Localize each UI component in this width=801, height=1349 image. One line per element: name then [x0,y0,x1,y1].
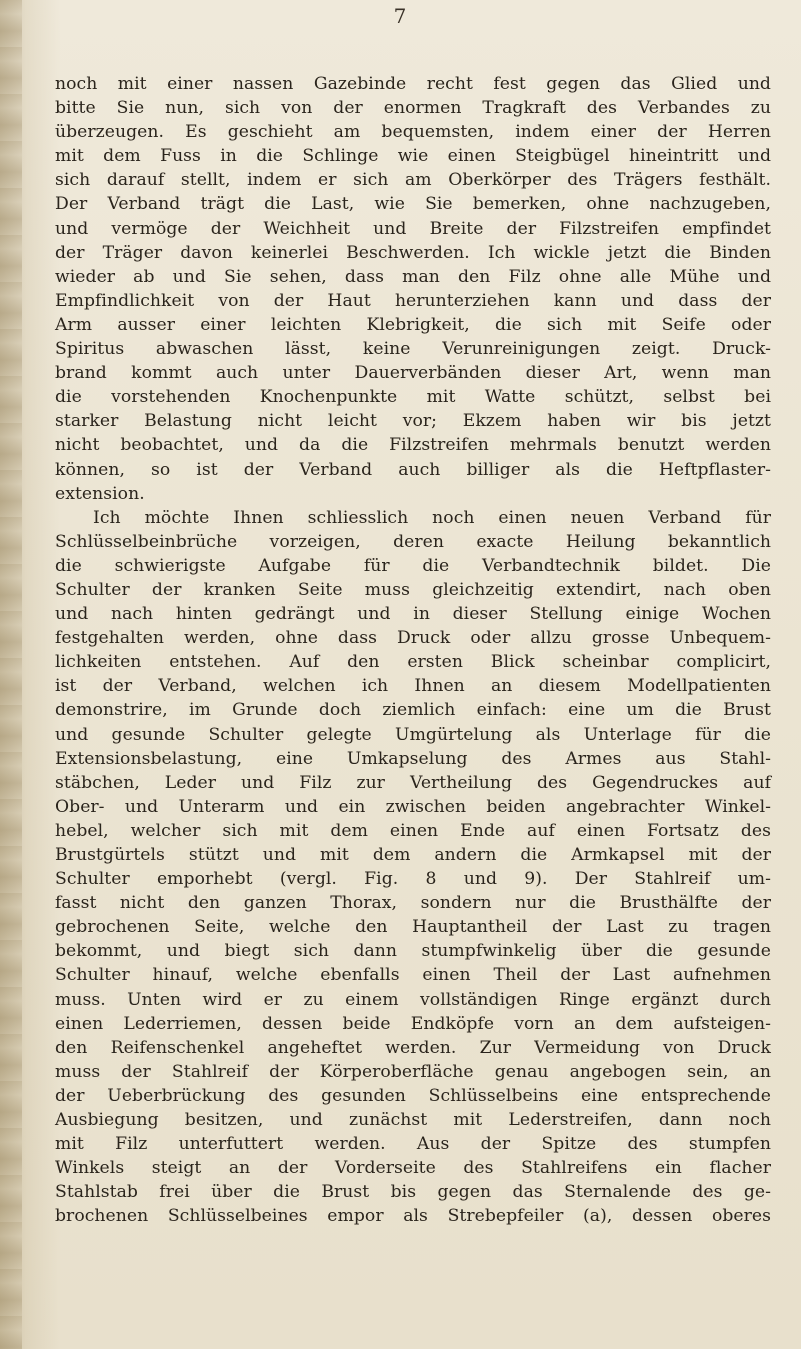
text-line: Extensionsbelastung, eine Umkapselung des Armes aus Stahl- [55,748,771,769]
text-line: der Träger davon keinerlei Beschwerden. Ich wickle jetzt die Binden [55,242,771,263]
text-line: Ich möchte Ihnen schliesslich noch einen neuen Verband für [93,507,771,528]
text-line: brand kommt auch unter Dauerverbänden dieser Art, wenn man [55,363,771,384]
text-line: lichkeiten entstehen. Auf den ersten Blick scheinbar complicirt, [55,652,771,673]
text-line: können, so ist der Verband auch billiger als die Heftpflaster- [55,459,771,480]
text-line: Schulter hinauf, welche ebenfalls einen Theil der Last aufnehmen [55,965,771,986]
text-line: gebrochenen Seite, welche den Hauptantheil der Last zu tragen [55,917,771,938]
text-line: der Ueberbrückung des gesunden Schlüsselbeins eine entsprechende [55,1085,771,1106]
text-line: demonstrire, im Grunde doch ziemlich einfach: eine um die Brust [55,700,771,721]
text-line: und vermöge der Weichheit und Breite der Filzstreifen empfindet [55,218,771,239]
text-line: Ausbiegung besitzen, und zunächst mit Lederstreifen, dann noch [55,1110,771,1131]
text-line: Stahlstab frei über die Brust bis gegen das Sternalende des ge- [55,1182,771,1203]
text-line: Schulter der kranken Seite muss gleichzeitig extendirt, nach oben [55,579,771,600]
body-text [55,72,771,1229]
text-line: starker Belastung nicht leicht vor; Ekzem haben wir bis jetzt [55,411,771,432]
text-line: sich darauf stellt, indem er sich am Oberkörper des Trägers festhält. [55,170,771,191]
text-line: fasst nicht den ganzen Thorax, sondern nur die Brusthälfte der [55,893,771,914]
text-line: Spiritus abwaschen lässt, keine Verunreinigungen zeigt. Druck- [55,339,771,360]
text-line: Brustgürtels stützt und mit dem andern die Armkapsel mit der [55,845,771,865]
text-line: festgehalten werden, ohne dass Druck oder allzu grosse Unbequem- [55,628,771,649]
text-line: extension. [55,483,145,504]
text-line: bitte Sie nun, sich von der enormen Tragkraft des Verbandes zu [55,98,771,119]
text-line: muss der Stahlreif der Körperoberfläche genau angebogen sein, an [55,1061,771,1082]
text-line: und gesunde Schulter gelegte Umgürtelung als Unterlage für die [55,724,771,745]
text-line: Empfindlichkeit von der Haut herunterziehen kann und dass der [55,290,771,311]
text-line: hebel, welcher sich mit dem einen Ende auf einen Fortsatz des [55,820,771,841]
text-line: Arm ausser einer leichten Klebrigkeit, die sich mit Seife oder [55,314,771,335]
page-edge-stain [0,0,22,1349]
text-line: einen Lederriemen, dessen beide Endköpfe vorn an dem aufsteigen- [55,1013,771,1034]
page-number: 7 [393,4,407,28]
text-line: stäbchen, Leder und Filz zur Vertheilung des Gegendruckes auf [55,772,771,793]
text-line: brochenen Schlüsselbeines empor als Strebepfeiler (a), dessen oberes [55,1206,771,1227]
text-line: Schlüsselbeinbrüche vorzeigen, deren exacte Heilung bekanntlich [55,531,771,552]
text-line: mit dem Fuss in die Schlinge wie einen Steigbügel hineintritt und [55,146,771,167]
text-line: die schwierigste Aufgabe für die Verbandtechnik bildet. Die [55,555,771,576]
text-line: bekommt, und biegt sich dann stumpfwinkelig über die gesunde [55,941,771,962]
text-line: Der Verband trägt die Last, wie Sie bemerken, ohne nachzugeben, [55,194,771,215]
text-line: Schulter emporhebt (vergl. Fig. 8 und 9). Der Stahlreif um- [55,869,771,890]
text-line: die vorstehenden Knochenpunkte mit Watte schützt, selbst bei [55,387,771,408]
text-line: muss. Unten wird er zu einem vollständigen Ringe ergänzt durch [55,989,771,1010]
text-line: nicht beobachtet, und da die Filzstreifen mehrmals benutzt werden [55,435,771,456]
text-line: den Reifenschenkel angeheftet werden. Zur Vermeidung von Druck [55,1037,771,1058]
text-line: und nach hinten gedrängt und in dieser Stellung einige Wochen [55,604,771,625]
text-line: überzeugen. Es geschieht am bequemsten, indem einer der Herren [55,122,771,143]
text-line: mit Filz unterfuttert werden. Aus der Spitze des stumpfen [55,1134,771,1155]
text-line: wieder ab und Sie sehen, dass man den Filz ohne alle Mühe und [55,266,771,287]
text-line: Ober- und Unterarm und ein zwischen beiden angebrachter Winkel- [55,796,771,817]
text-line: ist der Verband, welchen ich Ihnen an diesem Modellpatienten [55,676,771,697]
text-line: Winkels steigt an der Vorderseite des Stahlreifens ein flacher [55,1158,771,1179]
text-line: noch mit einer nassen Gazebinde recht fest gegen das Glied und [55,74,771,94]
